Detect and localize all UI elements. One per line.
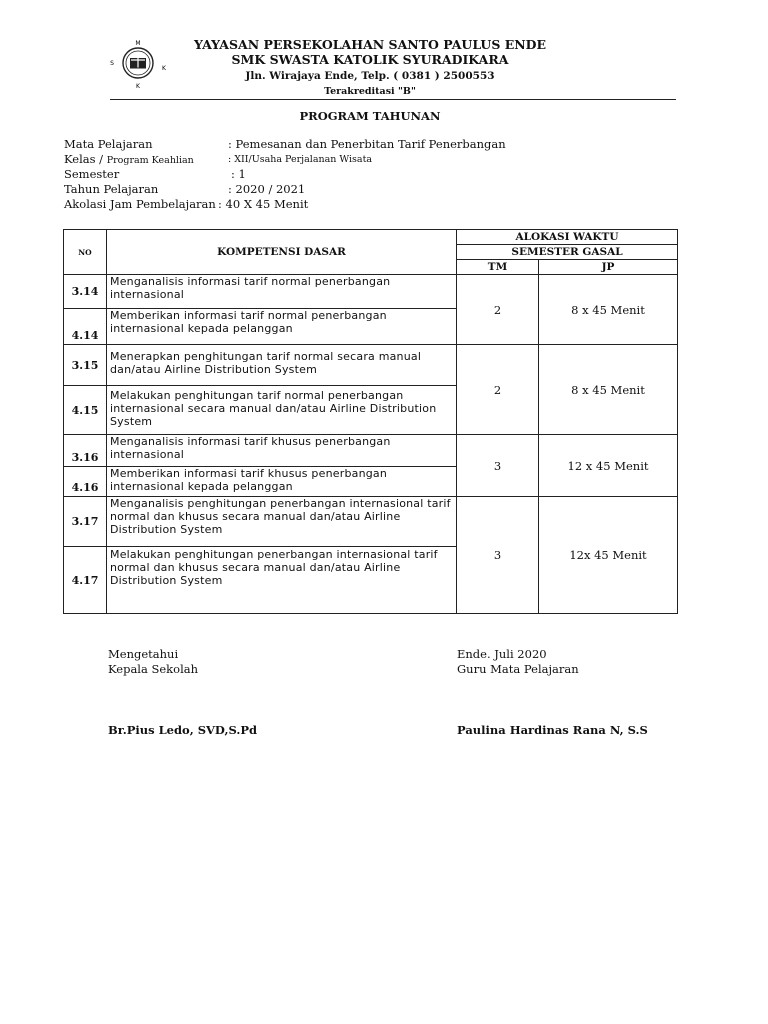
table-row [64, 497, 678, 547]
class-label-small: Program Keahlian [106, 155, 194, 166]
year-label: Tahun Pelajaran [64, 182, 159, 196]
logo-letter-left: S [110, 60, 114, 67]
table-row [64, 435, 678, 467]
table-row [64, 345, 678, 386]
jp-value: 12 x 45 Menit [539, 435, 678, 497]
page-title: PROGRAM TAHUNAN [299, 109, 441, 123]
kd-text: Memberikan informasi tarif normal penerbangan internasional kepada pelanggan [107, 309, 457, 345]
jp-value: 12x 45 Menit [539, 497, 678, 614]
school-name: SMK SWASTA KATOLIK SYURADIKARA [231, 52, 509, 67]
header-divider [110, 99, 676, 100]
school-address: Jln. Wirajaya Ende, Telp. ( 0381 ) 2500553 [245, 70, 495, 82]
table-row [64, 275, 678, 309]
right-signature-line2: Guru Mata Pelajaran [457, 662, 579, 676]
tm-value: 2 [457, 345, 539, 435]
tm-value: 2 [457, 275, 539, 345]
tm-value: 3 [457, 435, 539, 497]
header-jp: JP [539, 260, 678, 275]
logo-letter-bottom: K [136, 83, 140, 90]
accreditation: Terakreditasi "B" [324, 86, 416, 97]
teacher-name: Paulina Hardinas Rana N, S.S [457, 723, 648, 737]
kd-code: 4.15 [64, 386, 107, 435]
kd-code: 3.14 [64, 275, 107, 309]
class-label-main: Kelas / [64, 152, 104, 166]
header-semester: SEMESTER GASAL [457, 245, 678, 260]
kd-code: 3.16 [64, 435, 107, 467]
kd-code: 4.17 [64, 547, 107, 614]
kd-text: Melakukan penghitungan tarif normal penerbangan internasional secara manual dan/atau Airline Distribution System [107, 386, 457, 435]
kd-text: Menganalisis informasi tarif normal penerbangan internasional [107, 275, 457, 309]
kd-code: 3.17 [64, 497, 107, 547]
kd-text: Menganalisis penghitungan penerbangan internasional tarif normal dan khusus secara manual dan/atau Airline Distribution System [107, 497, 457, 547]
logo-letter-right: K [162, 65, 166, 72]
header-tm: TM [457, 260, 539, 275]
class-value: : XII/Usaha Perjalanan Wisata [228, 154, 373, 165]
kd-code: 3.15 [64, 345, 107, 386]
subject-label: Mata Pelajaran [64, 137, 153, 151]
hours-label: Akolasi Jam Pembelajaran [64, 197, 216, 211]
semester-label: Semester [64, 167, 120, 181]
kd-code: 4.16 [64, 467, 107, 497]
kd-text: Menganalisis informasi tarif khusus penerbangan internasional [107, 435, 457, 467]
left-signature-line2: Kepala Sekolah [108, 662, 199, 676]
principal-name: Br.Pius Ledo, SVD,S.Pd [108, 723, 258, 737]
right-signature-line1: Ende. Juli 2020 [457, 647, 547, 661]
program-table [63, 229, 678, 614]
kd-text: Menerapkan penghitungan tarif normal secara manual dan/atau Airline Distribution System [107, 345, 457, 386]
subject-value: : Pemesanan dan Penerbitan Tarif Penerbangan [228, 137, 506, 151]
jp-value: 8 x 45 Menit [539, 275, 678, 345]
foundation-name: YAYASAN PERSEKOLAHAN SANTO PAULUS ENDE [193, 37, 547, 52]
tm-value: 3 [457, 497, 539, 614]
table-header-row [64, 230, 678, 245]
kd-text: Melakukan penghitungan penerbangan internasional tarif normal dan khusus secara manual dan/atau Airline Distribution System [107, 547, 457, 614]
header-alokasi: ALOKASI WAKTU [457, 230, 678, 245]
jp-value: 8 x 45 Menit [539, 345, 678, 435]
kd-text: Memberikan informasi tarif khusus penerbangan internasional kepada pelanggan [107, 467, 457, 497]
header-no: NO [64, 230, 107, 275]
class-label [64, 152, 194, 166]
header-kompetensi: KOMPETENSI DASAR [107, 230, 457, 275]
left-signature-line1: Mengetahui [108, 647, 179, 661]
semester-value: : 1 [231, 167, 246, 181]
year-value: : 2020 / 2021 [228, 182, 306, 196]
hours-value: : 40 X 45 Menit [218, 197, 309, 211]
logo-letter-top: M [135, 40, 141, 47]
kd-code: 4.14 [64, 309, 107, 345]
